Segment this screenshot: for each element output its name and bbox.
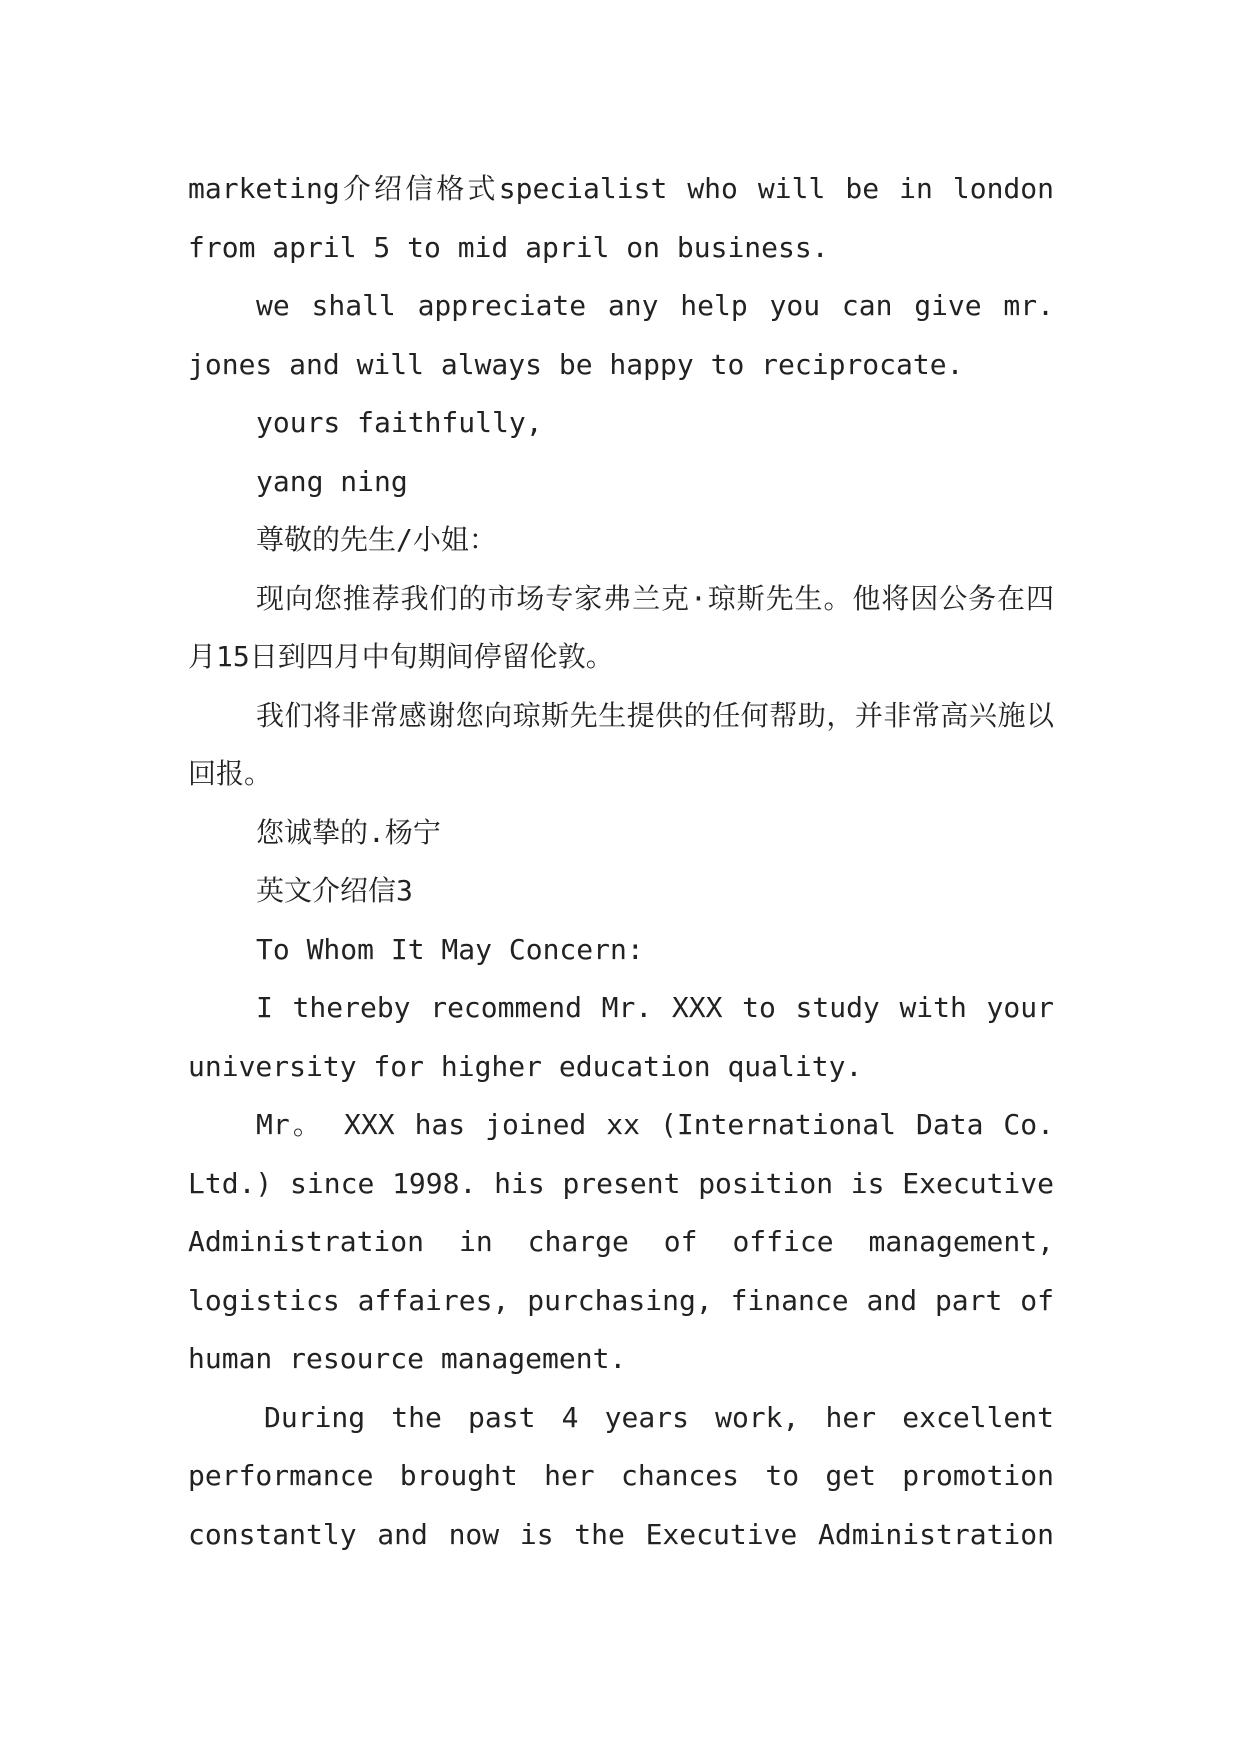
paragraph-appreciation: we shall appreciate any help you can give mr. jones and will always be happy to reciprocate. <box>188 289 1054 381</box>
paragraph-chinese-intro: 现向您推荐我们的市场专家弗兰克·琼斯先生。他将因公务在四月15日到四月中旬期间停留伦敦。 <box>188 581 1054 673</box>
closing-yours-faithfully: yours faithfully, <box>256 406 543 439</box>
paragraph-chinese-thanks: 我们将非常感谢您向琼斯先生提供的任何帮助，并非常高兴施以回报。 <box>188 698 1054 790</box>
paragraph-position: Mr。 XXX has joined xx (International Data Co. Ltd.) since 1998. his present position is Executive Administration in charge of office management, logistics affaires, purchasing, finance and part of human resource management. <box>188 1108 1054 1375</box>
salutation-chinese: 尊敬的先生/小姐： <box>256 523 497 556</box>
document-body <box>188 160 1054 1564</box>
signature-yang-ning: yang ning <box>256 464 408 498</box>
salutation-to-whom: To Whom It May Concern: <box>256 932 644 966</box>
paragraph-intro-continued: marketing介绍信格式specialist who will be in london from april 5 to mid april on business. <box>188 172 1054 264</box>
paragraph-performance: During the past 4 years work, her excellent performance brought her chances to get promotion constantly and now is the Executive Administration <box>188 1400 1054 1551</box>
closing-chinese-signature: 您诚挚的.杨宁 <box>256 815 441 849</box>
section-heading-letter-3: 英文介绍信3 <box>256 874 413 907</box>
paragraph-recommend: I thereby recommend Mr. XXX to study with your university for higher education quality. <box>188 991 1054 1083</box>
